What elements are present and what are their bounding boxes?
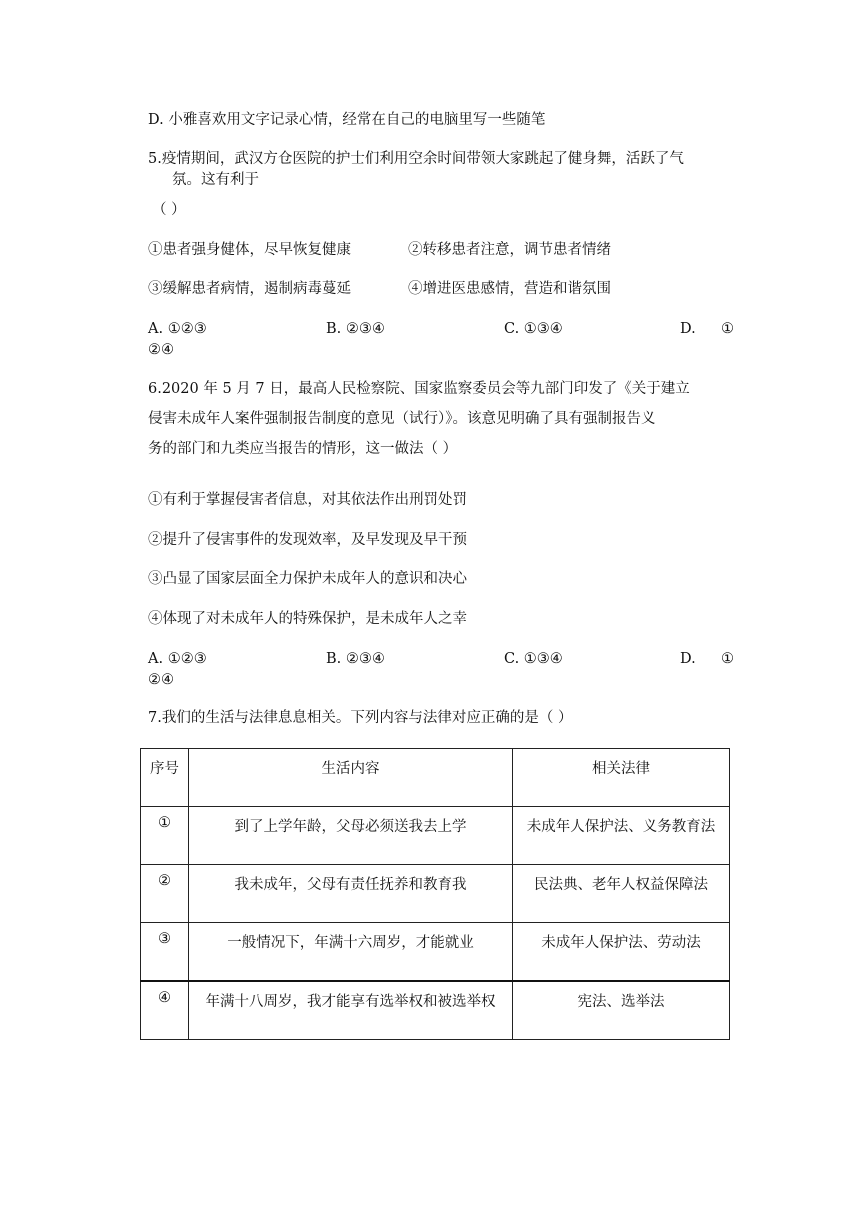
- table-row: [141, 981, 730, 1040]
- row-number: ①: [141, 807, 189, 865]
- q5-item-4: ④增进医患感情，营造和谐氛围: [408, 281, 611, 297]
- q6-item-3: ③凸显了国家层面全力保护未成年人的意识和决心: [148, 571, 467, 587]
- table-row: [141, 923, 730, 982]
- header-life-content: 生活内容: [189, 749, 513, 807]
- row-related-law: 宪法、选举法: [513, 981, 730, 1040]
- q6-item-2: ②提升了侵害事件的发现效率，及早发现及早干预: [148, 532, 467, 548]
- row-related-law: 未成年人保护法、劳动法: [513, 923, 730, 982]
- row-number: ③: [141, 923, 189, 982]
- q6-stem-line1: 6.2020 年 5 月 7 日，最高人民检察院、国家监察委员会等九部门印发了《关于建立: [148, 381, 690, 397]
- header-related-law: 相关法律: [513, 749, 730, 807]
- header-number: 序号: [141, 749, 189, 807]
- q6-option-b[interactable]: B. ②③④: [326, 651, 385, 667]
- q7-stem: 7.我们的生活与法律息息相关。下列内容与法律对应正确的是（ ）: [148, 710, 573, 726]
- table-row: [141, 865, 730, 923]
- row-life-content: 我未成年，父母有责任抚养和教育我: [189, 865, 513, 923]
- q6-option-d-cont: ①: [721, 651, 734, 667]
- q5-option-a[interactable]: A. ①②③: [148, 321, 207, 337]
- q5-option-d[interactable]: D.: [680, 321, 696, 337]
- table-header-row: [141, 749, 730, 807]
- q5-option-c[interactable]: C. ①③④: [504, 321, 563, 337]
- row-life-content: 年满十八周岁，我才能享有选举权和被选举权: [189, 981, 513, 1040]
- q6-stem-line3: 务的部门和九类应当报告的情形，这一做法（ ）: [148, 441, 458, 457]
- q5-option-d-cont: ①: [721, 321, 734, 337]
- law-table: [140, 748, 730, 1040]
- row-life-content: 一般情况下，年满十六周岁，才能就业: [189, 923, 513, 982]
- q5-option-b[interactable]: B. ②③④: [326, 321, 385, 337]
- q6-stem-line2: 侵害未成年人案件强制报告制度的意见（试行）》。该意见明确了具有强制报告义: [148, 411, 656, 427]
- q6-option-c[interactable]: C. ①③④: [504, 651, 563, 667]
- table-row: [141, 807, 730, 865]
- q5-item-1: ①患者强身健体，尽早恢复健康: [148, 242, 351, 258]
- q5-options: [148, 319, 734, 339]
- row-number: ④: [141, 981, 189, 1040]
- q5-stem-line2: 氛。这有利于: [172, 172, 259, 188]
- row-life-content: 到了上学年龄，父母必须送我去上学: [189, 807, 513, 865]
- q5-item-3: ③缓解患者病情，遏制病毒蔓延: [148, 281, 351, 297]
- q5-item-2: ②转移患者注意，调节患者情绪: [408, 242, 611, 258]
- q4-option-d: D. 小雅喜欢用文字记录心情，经常在自己的电脑里写一些随笔: [148, 112, 546, 128]
- q6-option-d-wrap: ②④: [148, 672, 174, 688]
- row-related-law: 民法典、老年人权益保障法: [513, 865, 730, 923]
- q6-option-d[interactable]: D.: [680, 651, 696, 667]
- row-number: ②: [141, 865, 189, 923]
- q6-item-1: ①有利于掌握侵害者信息，对其依法作出刑罚处罚: [148, 492, 467, 508]
- q5-stem-line1: 5.疫情期间，武汉方仓医院的护士们利用空余时间带领大家跳起了健身舞，活跃了气: [148, 151, 684, 167]
- q5-answer-blank: （ ）: [152, 202, 186, 218]
- row-related-law: 未成年人保护法、义务教育法: [513, 807, 730, 865]
- q6-option-a[interactable]: A. ①②③: [148, 651, 207, 667]
- q6-options: [148, 649, 734, 669]
- q5-option-d-wrap: ②④: [148, 342, 174, 358]
- q6-item-4: ④体现了对未成年人的特殊保护，是未成年人之幸: [148, 611, 467, 627]
